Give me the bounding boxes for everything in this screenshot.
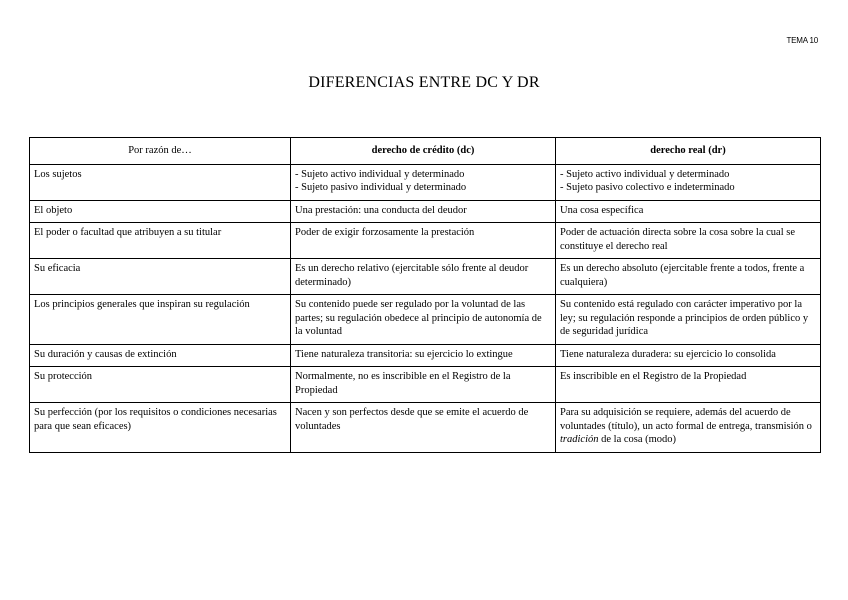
row-dr-cell: Poder de actuación directa sobre la cosa sobre la cual se constituye el derecho real bbox=[556, 223, 821, 259]
table-row bbox=[30, 259, 821, 295]
row-dr-cell: Es un derecho absoluto (ejercitable frente a todos, frente a cualquiera) bbox=[556, 259, 821, 295]
row-criterion: Su duración y causas de extinción bbox=[30, 344, 291, 367]
row-dc-cell: Poder de exigir forzosamente la prestación bbox=[291, 223, 556, 259]
row-dc-cell: Su contenido puede ser regulado por la voluntad de las partes; su regulación obedece al principio de autonomía de la voluntad bbox=[291, 295, 556, 345]
header-real-right: derecho real (dr) bbox=[556, 138, 821, 165]
table-row bbox=[30, 200, 821, 223]
row-criterion: El objeto bbox=[30, 200, 291, 223]
row-dc-line: - Sujeto pasivo individual y determinado bbox=[295, 182, 467, 193]
header-credit-right: derecho de crédito (dc) bbox=[291, 138, 556, 165]
document-title: DIFERENCIAS ENTRE DC Y DR bbox=[308, 74, 540, 91]
row-dr-cell: Su contenido está regulado con carácter imperativo por la ley; su regulación responde a principios de orden público y de seguridad jurídica bbox=[556, 295, 821, 345]
row-dc-cell: Una prestación: una conducta del deudor bbox=[291, 200, 556, 223]
row-criterion: El poder o facultad que atribuyen a su titular bbox=[30, 223, 291, 259]
page-label: TEMA 10 bbox=[786, 36, 818, 45]
row-dr-cell bbox=[556, 164, 821, 200]
row-dc-cell: Nacen y son perfectos desde que se emite el acuerdo de voluntades bbox=[291, 403, 556, 453]
row-criterion: Su perfección (por los requisitos o condiciones necesarias para que sean eficaces) bbox=[30, 403, 291, 453]
row-criterion: Su protección bbox=[30, 367, 291, 403]
comparison-table bbox=[29, 137, 821, 453]
table-row bbox=[30, 403, 821, 453]
row-dc-cell: Es un derecho relativo (ejercitable sólo frente al deudor determinado) bbox=[291, 259, 556, 295]
row-dr-text-after: de la cosa (modo) bbox=[598, 434, 677, 445]
row-dc-cell: Normalmente, no es inscribible en el Registro de la Propiedad bbox=[291, 367, 556, 403]
table-row bbox=[30, 223, 821, 259]
row-dc-cell bbox=[291, 164, 556, 200]
row-dr-cell bbox=[556, 403, 821, 453]
row-dc-cell: Tiene naturaleza transitoria: su ejercicio lo extingue bbox=[291, 344, 556, 367]
row-dr-text-italic: tradición bbox=[560, 434, 599, 445]
row-dr-line: - Sujeto activo individual y determinado bbox=[560, 168, 730, 180]
row-dr-cell: Tiene naturaleza duradera: su ejercicio lo consolida bbox=[556, 344, 821, 367]
table-row bbox=[30, 295, 821, 345]
table-row bbox=[30, 344, 821, 367]
table-row bbox=[30, 367, 821, 403]
table-row bbox=[30, 164, 821, 200]
table-header-row bbox=[30, 138, 821, 165]
row-dr-cell: Una cosa específica bbox=[556, 200, 821, 223]
row-criterion: Su eficacia bbox=[30, 259, 291, 295]
row-criterion: Los principios generales que inspiran su regulación bbox=[30, 295, 291, 345]
row-criterion: Los sujetos bbox=[30, 164, 291, 200]
row-dc-line: - Sujeto activo individual y determinado bbox=[295, 168, 465, 180]
row-dr-line: - Sujeto pasivo colectivo e indeterminado bbox=[560, 182, 735, 193]
header-criterion: Por razón de… bbox=[30, 138, 291, 165]
row-dr-text-before: Para su adquisición se requiere, además del acuerdo de voluntades (título), un acto formal de entrega, transmisión o bbox=[560, 407, 812, 432]
row-dr-cell: Es inscribible en el Registro de la Propiedad bbox=[556, 367, 821, 403]
